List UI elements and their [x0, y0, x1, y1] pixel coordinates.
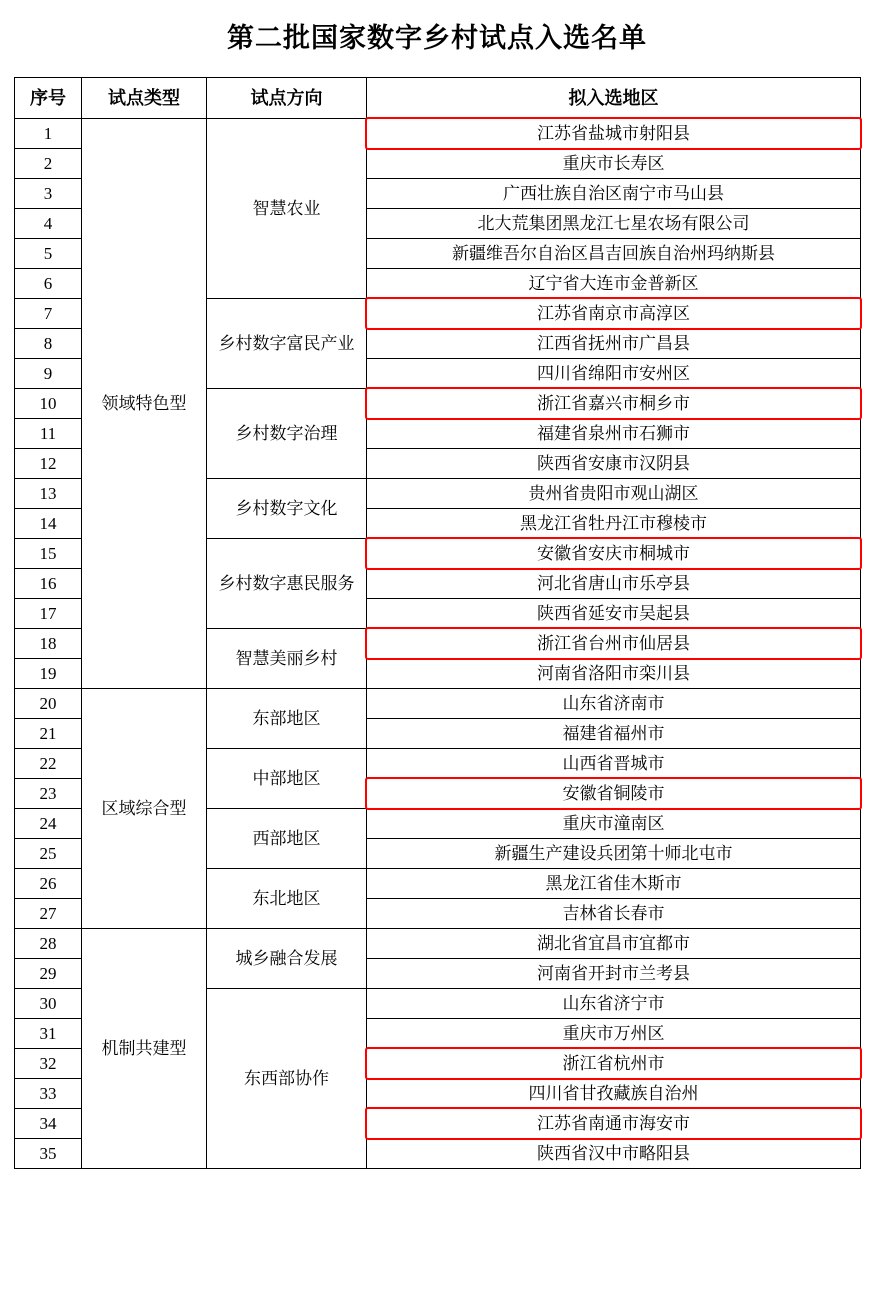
cell-region-highlighted: [367, 299, 861, 329]
cell-region-label: 辽宁省大连市金普新区: [528, 273, 699, 293]
cell-number: 29: [15, 959, 82, 989]
cell-region: [367, 749, 861, 779]
cell-pilot-direction: [207, 689, 367, 749]
cell-region-label: 贵州省贵阳市观山湖区: [528, 483, 699, 503]
cell-number: 30: [15, 989, 82, 1019]
cell-number: 2: [15, 149, 82, 179]
cell-region-label: 河南省洛阳市栾川县: [537, 663, 690, 683]
table-header-row: [15, 78, 861, 119]
cell-number: 1: [15, 119, 82, 149]
cell-region-label: 黑龙江省佳木斯市: [545, 873, 682, 893]
cell-number: 32: [15, 1049, 82, 1079]
cell-pilot-direction: [207, 929, 367, 989]
table-body: [15, 119, 861, 1169]
cell-region: [367, 1139, 861, 1169]
cell-number: 8: [15, 329, 82, 359]
cell-region-label: 湖北省宜昌市宜都市: [537, 933, 690, 953]
cell-number: 25: [15, 839, 82, 869]
cell-region: [367, 689, 861, 719]
cell-region: [367, 1079, 861, 1109]
cell-pilot-direction-label: 城乡融合发展: [235, 948, 338, 968]
cell-pilot-direction: [207, 119, 367, 299]
cell-region-highlighted: [367, 779, 861, 809]
column-header-region: 拟入选地区: [367, 78, 861, 119]
cell-region-label: 河北省唐山市乐亭县: [537, 573, 690, 593]
cell-region-label: 浙江省杭州市: [367, 1050, 860, 1078]
cell-pilot-direction: [207, 869, 367, 929]
cell-number: 3: [15, 179, 82, 209]
cell-pilot-direction-label: 乡村数字富民产业: [218, 333, 355, 353]
cell-number: 10: [15, 389, 82, 419]
cell-number: 34: [15, 1109, 82, 1139]
cell-number: 9: [15, 359, 82, 389]
cell-pilot-direction-label: 东西部协作: [244, 1068, 329, 1088]
pilot-list-table: [14, 77, 861, 1169]
cell-number: 27: [15, 899, 82, 929]
cell-pilot-direction-label: 东部地区: [252, 708, 321, 728]
cell-region: [367, 959, 861, 989]
page-title: 第二批国家数字乡村试点入选名单: [227, 23, 647, 53]
cell-region-label: 重庆市长寿区: [562, 153, 665, 173]
cell-number: 23: [15, 779, 82, 809]
cell-region-label: 新疆生产建设兵团第十师北屯市: [494, 843, 733, 863]
cell-region-highlighted: [367, 1109, 861, 1139]
cell-region: [367, 509, 861, 539]
cell-region: [367, 1019, 861, 1049]
cell-region: [367, 809, 861, 839]
cell-pilot-direction: [207, 479, 367, 539]
cell-pilot-direction: [207, 539, 367, 629]
cell-region-label: 山东省济宁市: [562, 993, 665, 1013]
cell-region: [367, 449, 861, 479]
cell-number: 5: [15, 239, 82, 269]
cell-pilot-type-label: 领域特色型: [101, 393, 187, 413]
cell-region-label: 重庆市潼南区: [562, 813, 665, 833]
cell-region: [367, 239, 861, 269]
cell-region-label: 山东省济南市: [562, 693, 665, 713]
table-row: [15, 119, 861, 149]
cell-number: 31: [15, 1019, 82, 1049]
cell-pilot-type-label: 区域综合型: [101, 798, 187, 818]
cell-number: 12: [15, 449, 82, 479]
table-row: [15, 689, 861, 719]
cell-region: [367, 659, 861, 689]
cell-pilot-type-label: 机制共建型: [101, 1038, 187, 1058]
cell-number: 35: [15, 1139, 82, 1169]
cell-number: 11: [15, 419, 82, 449]
cell-region-label: 北大荒集团黑龙江七星农场有限公司: [477, 213, 750, 233]
cell-region-label: 四川省甘孜藏族自治州: [528, 1083, 699, 1103]
cell-number: 6: [15, 269, 82, 299]
cell-region-label: 福建省泉州市石狮市: [537, 423, 690, 443]
cell-region-highlighted: [367, 1049, 861, 1079]
cell-region: [367, 839, 861, 869]
table-header: [15, 78, 861, 119]
table-container: [0, 77, 874, 1179]
cell-region-label: 安徽省安庆市桐城市: [367, 540, 860, 568]
cell-number: 19: [15, 659, 82, 689]
cell-pilot-direction-label: 智慧农业: [252, 198, 321, 218]
cell-pilot-direction: [207, 299, 367, 389]
cell-number: 18: [15, 629, 82, 659]
cell-number: 17: [15, 599, 82, 629]
cell-region-label: 吉林省长春市: [562, 903, 665, 923]
cell-pilot-direction: [207, 749, 367, 809]
cell-region-label: 四川省绵阳市安州区: [537, 363, 690, 383]
cell-region-label: 陕西省汉中市略阳县: [537, 1143, 690, 1163]
cell-region: [367, 269, 861, 299]
table-row: [15, 929, 861, 959]
cell-region: [367, 929, 861, 959]
cell-region-label: 黑龙江省牡丹江市穆棱市: [520, 513, 707, 533]
cell-region: [367, 479, 861, 509]
cell-number: 22: [15, 749, 82, 779]
cell-region-label: 广西壮族自治区南宁市马山县: [503, 183, 724, 203]
cell-region: [367, 989, 861, 1019]
cell-pilot-direction-label: 智慧美丽乡村: [235, 648, 338, 668]
cell-pilot-direction-label: 乡村数字治理: [235, 423, 338, 443]
cell-pilot-type: [82, 929, 207, 1169]
cell-number: 28: [15, 929, 82, 959]
cell-region-label: 江苏省南通市海安市: [367, 1110, 860, 1138]
cell-region-highlighted: [367, 389, 861, 419]
column-header-direction: 试点方向: [207, 78, 367, 119]
cell-number: 7: [15, 299, 82, 329]
cell-region-label: 重庆市万州区: [562, 1023, 665, 1043]
cell-region: [367, 209, 861, 239]
cell-number: 24: [15, 809, 82, 839]
cell-region-label: 江西省抚州市广昌县: [537, 333, 690, 353]
cell-region: [367, 719, 861, 749]
cell-number: 33: [15, 1079, 82, 1109]
cell-region: [367, 149, 861, 179]
cell-region-highlighted: [367, 629, 861, 659]
cell-pilot-direction: [207, 989, 367, 1169]
cell-region-label: 浙江省嘉兴市桐乡市: [367, 390, 860, 418]
cell-region: [367, 599, 861, 629]
cell-pilot-direction: [207, 809, 367, 869]
cell-number: 13: [15, 479, 82, 509]
cell-region: [367, 869, 861, 899]
cell-region-label: 陕西省安康市汉阴县: [537, 453, 690, 473]
cell-region-label: 福建省福州市: [562, 723, 665, 743]
cell-region: [367, 329, 861, 359]
column-header-number: 序号: [15, 78, 82, 119]
cell-region: [367, 359, 861, 389]
cell-pilot-direction-label: 东北地区: [252, 888, 321, 908]
cell-pilot-type: [82, 119, 207, 689]
cell-region-label: 山西省晋城市: [562, 753, 665, 773]
cell-pilot-direction-label: 西部地区: [252, 828, 321, 848]
cell-region-highlighted: [367, 119, 861, 149]
cell-number: 15: [15, 539, 82, 569]
cell-pilot-direction-label: 乡村数字文化: [235, 498, 338, 518]
cell-region-label: 新疆维吾尔自治区昌吉回族自治州玛纳斯县: [452, 243, 775, 263]
cell-number: 21: [15, 719, 82, 749]
cell-region-label: 河南省开封市兰考县: [537, 963, 690, 983]
cell-region-label: 江苏省盐城市射阳县: [367, 120, 860, 148]
cell-pilot-type: [82, 689, 207, 929]
cell-pilot-direction-label: 乡村数字惠民服务: [218, 573, 355, 593]
column-header-type: 试点类型: [82, 78, 207, 119]
cell-number: 16: [15, 569, 82, 599]
cell-pilot-direction: [207, 389, 367, 479]
cell-number: 20: [15, 689, 82, 719]
cell-pilot-direction: [207, 629, 367, 689]
cell-region-highlighted: [367, 539, 861, 569]
cell-region-label: 江苏省南京市高淳区: [367, 300, 860, 328]
cell-number: 4: [15, 209, 82, 239]
cell-number: 26: [15, 869, 82, 899]
cell-region-label: 安徽省铜陵市: [367, 780, 860, 808]
cell-region-label: 浙江省台州市仙居县: [367, 630, 860, 658]
cell-region: [367, 179, 861, 209]
cell-region: [367, 419, 861, 449]
cell-region: [367, 899, 861, 929]
cell-region-label: 陕西省延安市吴起县: [537, 603, 690, 623]
cell-region: [367, 569, 861, 599]
cell-number: 14: [15, 509, 82, 539]
cell-pilot-direction-label: 中部地区: [252, 768, 321, 788]
